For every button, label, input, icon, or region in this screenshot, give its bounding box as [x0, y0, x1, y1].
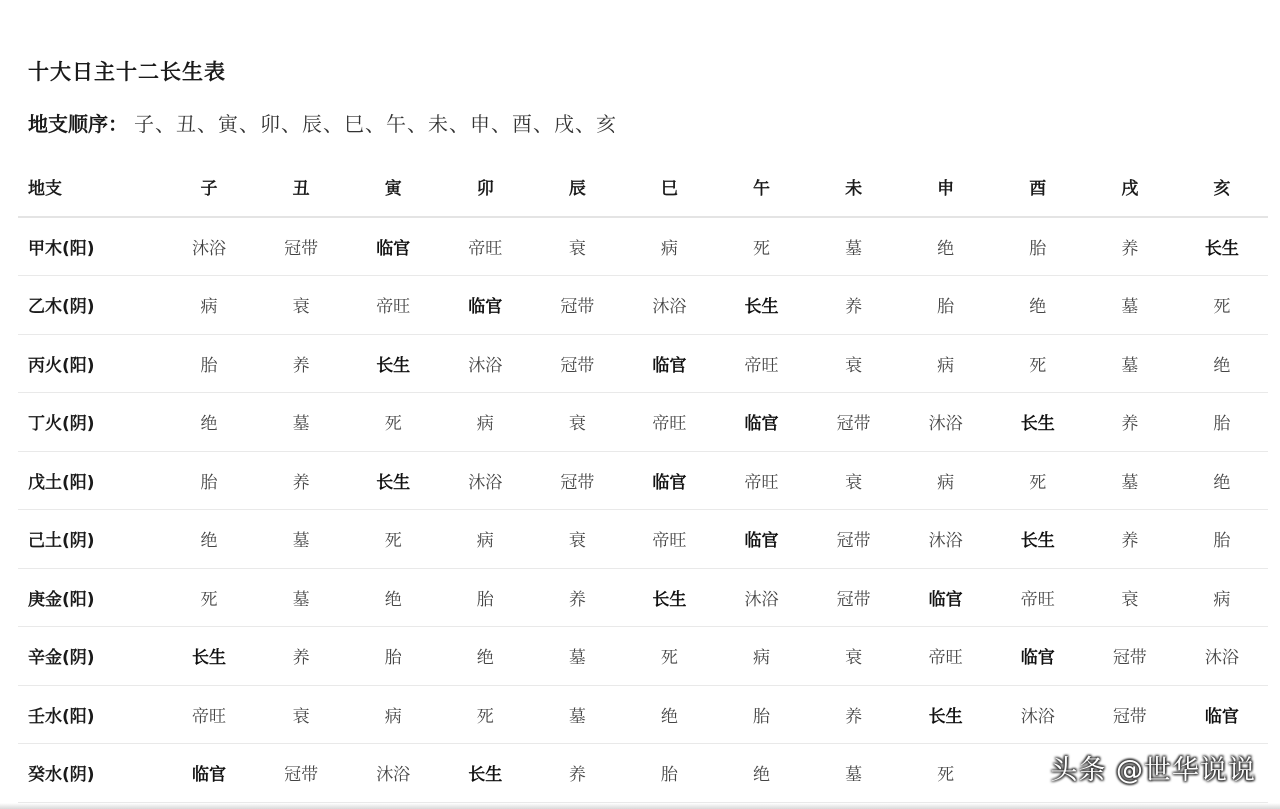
table-cell: 衰 [531, 217, 623, 276]
table-cell: 墓 [1084, 451, 1176, 510]
table-cell: 养 [808, 276, 900, 335]
table-cell: 墓 [531, 627, 623, 686]
table-cell: 帝旺 [992, 568, 1084, 627]
table-cell: 墓 [255, 568, 347, 627]
table-cell: 病 [900, 334, 992, 393]
table-cell: 沐浴 [439, 451, 531, 510]
row-header: 辛金(阴) [18, 627, 163, 686]
table-body [18, 217, 1268, 803]
row-header: 壬水(阳) [18, 685, 163, 744]
table-cell: 养 [1084, 217, 1176, 276]
table-cell: 临官 [623, 451, 715, 510]
table-row [18, 393, 1268, 452]
table-cell: 死 [992, 451, 1084, 510]
page-title: 十大日主十二长生表 [28, 60, 226, 84]
table-cell: 沐浴 [439, 334, 531, 393]
table-cell: 沐浴 [715, 568, 807, 627]
table-cell: 长生 [992, 510, 1084, 569]
table-cell: 胎 [1176, 510, 1268, 569]
table-cell: 衰 [255, 685, 347, 744]
table-cell: 长生 [1176, 217, 1268, 276]
corner-header: 地支 [18, 158, 163, 217]
table-cell: 长生 [623, 568, 715, 627]
column-header: 申 [900, 158, 992, 217]
table-cell: 养 [531, 744, 623, 803]
table-cell: 病 [715, 627, 807, 686]
table-row [18, 627, 1268, 686]
table-cell: 胎 [347, 627, 439, 686]
table-cell: 病 [163, 276, 255, 335]
table-cell: 沐浴 [900, 510, 992, 569]
branch-order-label: 地支顺序： [28, 112, 128, 136]
table-cell: 养 [255, 334, 347, 393]
table-cell: 沐浴 [347, 744, 439, 803]
table-cell: 胎 [163, 451, 255, 510]
table-cell: 死 [439, 685, 531, 744]
table-cell: 养 [1084, 510, 1176, 569]
table-cell: 冠带 [808, 393, 900, 452]
table-cell: 沐浴 [1176, 627, 1268, 686]
table-cell: 帝旺 [715, 451, 807, 510]
column-header: 卯 [439, 158, 531, 217]
table-cell: 病 [439, 393, 531, 452]
table-cell: 冠带 [1084, 627, 1176, 686]
row-header: 戊土(阳) [18, 451, 163, 510]
table-cell: 冠带 [531, 451, 623, 510]
table-cell: 死 [992, 334, 1084, 393]
table-cell: 衰 [531, 510, 623, 569]
table-cell: 养 [531, 568, 623, 627]
table-cell: 墓 [808, 217, 900, 276]
table-row [18, 217, 1268, 276]
table-cell: 胎 [900, 276, 992, 335]
column-header: 戌 [1084, 158, 1176, 217]
table-cell: 胎 [1176, 393, 1268, 452]
table-cell: 墓 [531, 685, 623, 744]
table-cell: 沐浴 [992, 685, 1084, 744]
table-cell: 绝 [623, 685, 715, 744]
table-cell: 衰 [1084, 568, 1176, 627]
table-cell: 病 [439, 510, 531, 569]
table-cell: 绝 [347, 568, 439, 627]
table-cell: 帝旺 [623, 393, 715, 452]
table-cell: 冠带 [531, 276, 623, 335]
table-cell: 死 [715, 217, 807, 276]
table-cell: 沐浴 [623, 276, 715, 335]
table-cell: 绝 [715, 744, 807, 803]
table-cell: 帝旺 [623, 510, 715, 569]
twelve-stages-table [18, 158, 1268, 803]
table-cell: 绝 [992, 276, 1084, 335]
table-row [18, 451, 1268, 510]
table-cell: 绝 [1176, 334, 1268, 393]
table-cell: 病 [347, 685, 439, 744]
table-cell: 绝 [163, 393, 255, 452]
column-header: 巳 [623, 158, 715, 217]
table-cell: 墓 [255, 510, 347, 569]
row-header: 庚金(阳) [18, 568, 163, 627]
table-cell: 胎 [992, 217, 1084, 276]
row-header: 甲木(阳) [18, 217, 163, 276]
column-header: 辰 [531, 158, 623, 217]
table-cell: 养 [808, 685, 900, 744]
table-cell: 临官 [439, 276, 531, 335]
table-cell: 衰 [808, 451, 900, 510]
table-cell: 长生 [992, 393, 1084, 452]
table-row [18, 510, 1268, 569]
table-cell: 帝旺 [715, 334, 807, 393]
page-bottom-edge [0, 803, 1280, 809]
table-row [18, 568, 1268, 627]
table-cell: 冠带 [1084, 685, 1176, 744]
table-cell: 冠带 [808, 510, 900, 569]
table-cell: 养 [1084, 393, 1176, 452]
table-cell: 临官 [715, 393, 807, 452]
column-header: 寅 [347, 158, 439, 217]
table-cell: 死 [623, 627, 715, 686]
table-cell: 胎 [715, 685, 807, 744]
table-cell: 养 [255, 627, 347, 686]
table-row [18, 685, 1268, 744]
table-cell: 死 [900, 744, 992, 803]
row-header: 丁火(阴) [18, 393, 163, 452]
table-cell: 病 [623, 217, 715, 276]
row-header: 乙木(阴) [18, 276, 163, 335]
table-cell: 胎 [163, 334, 255, 393]
table-cell: 胎 [623, 744, 715, 803]
table-cell: 帝旺 [439, 217, 531, 276]
table-cell: 冠带 [255, 744, 347, 803]
table-cell: 墓 [1084, 276, 1176, 335]
table-cell: 长生 [347, 451, 439, 510]
table-cell: 长生 [715, 276, 807, 335]
table-row [18, 276, 1268, 335]
table-cell: 帝旺 [900, 627, 992, 686]
table-cell: 临官 [1176, 685, 1268, 744]
table-cell: 帝旺 [163, 685, 255, 744]
table-cell: 衰 [808, 627, 900, 686]
table-cell: 绝 [900, 217, 992, 276]
column-header: 未 [808, 158, 900, 217]
table-cell: 死 [163, 568, 255, 627]
watermark: 头条 @世华说说 [1050, 755, 1256, 786]
table-cell: 临官 [623, 334, 715, 393]
column-header: 子 [163, 158, 255, 217]
table-cell: 病 [1176, 568, 1268, 627]
table-cell: 墓 [808, 744, 900, 803]
table-cell: 胎 [439, 568, 531, 627]
table-cell: 死 [347, 393, 439, 452]
table-cell: 绝 [163, 510, 255, 569]
column-header: 丑 [255, 158, 347, 217]
row-header: 己土(阴) [18, 510, 163, 569]
table-cell: 临官 [163, 744, 255, 803]
table-row [18, 334, 1268, 393]
table-header-row [18, 158, 1268, 217]
table-cell: 冠带 [255, 217, 347, 276]
table-cell: 衰 [255, 276, 347, 335]
table-cell: 沐浴 [900, 393, 992, 452]
table-cell: 墓 [255, 393, 347, 452]
table-cell: 衰 [808, 334, 900, 393]
table-cell: 绝 [1176, 451, 1268, 510]
table-cell: 临官 [992, 627, 1084, 686]
table-cell: 长生 [439, 744, 531, 803]
table-cell: 死 [1176, 276, 1268, 335]
table-cell: 死 [347, 510, 439, 569]
table-cell: 临官 [347, 217, 439, 276]
table-cell: 长生 [347, 334, 439, 393]
table-cell: 冠带 [531, 334, 623, 393]
table-cell: 衰 [531, 393, 623, 452]
column-header: 亥 [1176, 158, 1268, 217]
table-cell: 长生 [900, 685, 992, 744]
column-header: 酉 [992, 158, 1084, 217]
table-cell: 墓 [1084, 334, 1176, 393]
table-cell: 养 [255, 451, 347, 510]
table-cell: 临官 [900, 568, 992, 627]
table-cell: 冠带 [808, 568, 900, 627]
table-cell: 长生 [163, 627, 255, 686]
table-cell: 病 [900, 451, 992, 510]
table-cell: 帝旺 [347, 276, 439, 335]
table-cell: 临官 [715, 510, 807, 569]
table-cell: 沐浴 [163, 217, 255, 276]
branch-order-sequence: 子、丑、寅、卯、辰、巳、午、未、申、酉、戌、亥 [134, 112, 617, 136]
table-cell: 绝 [439, 627, 531, 686]
row-header: 癸水(阴) [18, 744, 163, 803]
row-header: 丙火(阳) [18, 334, 163, 393]
branch-order-line [28, 108, 617, 137]
column-header: 午 [715, 158, 807, 217]
